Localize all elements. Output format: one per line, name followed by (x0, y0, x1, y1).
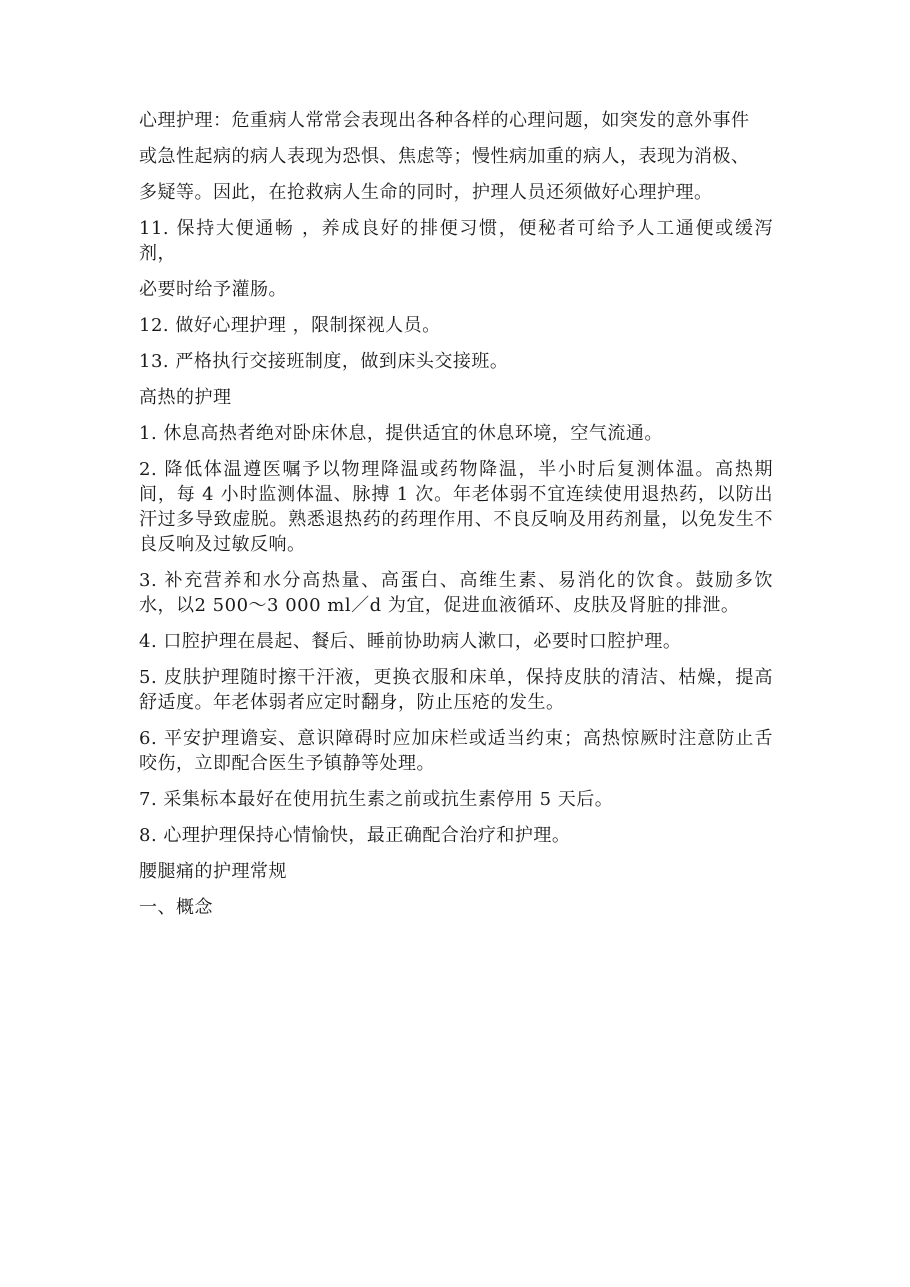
subsection-heading-concept: 一、概念 (139, 897, 213, 918)
paragraph-fever-4: 4. 口腔护理在晨起、餐后、睡前协助病人漱口，必要时口腔护理。 (139, 631, 682, 652)
paragraph-item-12: 12. 做好心理护理 ，限制探视人员。 (139, 315, 441, 336)
paragraph-fever-7: 7. 采集标本最好在使用抗生素之前或抗生素停用 5 天后。 (139, 789, 614, 810)
paragraph-fever-2: 2. 降低体温遵医嘱予以物理降温或药物降温，半小时后复测体温。高热期间，每 4 小时监测体温、脉搏 1 次。年老体弱不宜连续使用退热药，以防出汗过多导致虚脱。熟悉退热药的药理作用、不良反响及用药剂量，以免发生不良反响及过敏反响。 (139, 459, 773, 555)
paragraph-item-11: 11. 保持大便通畅 ，养成良好的排便习惯，便秘者可给予人工通便或缓泻剂， (139, 218, 773, 264)
paragraph-fever-3: 3. 补充营养和水分高热量、高蛋白、高维生素、易消化的饮食。鼓励多饮水，以2 500～3 000 ml／d 为宜，促进血液循环、皮肤及肾脏的排泄。 (139, 570, 773, 616)
paragraph-item-11-cont: 必要时给予灌肠。 (139, 279, 287, 300)
section-heading-back-leg-pain: 腰腿痛的护理常规 (139, 861, 287, 882)
paragraph-psych-care-1: 心理护理：危重病人常常会表现出各种各样的心理问题，如突发的意外事件 (139, 110, 750, 131)
paragraph-fever-6: 6. 平安护理谵妄、意识障碍时应加床栏或适当约束；高热惊厥时注意防止舌咬伤，立即配合医生予镇静等处理。 (139, 728, 773, 774)
document-body (139, 108, 773, 931)
paragraph-fever-1: 1. 休息高热者绝对卧床休息，提供适宜的休息环境，空气流通。 (139, 423, 663, 444)
section-heading-fever-care: 高热的护理 (139, 387, 232, 408)
paragraph-psych-care-3: 多疑等。因此，在抢救病人生命的同时，护理人员还须做好心理护理。 (139, 182, 713, 203)
paragraph-psych-care-2: 或急性起病的病人表现为恐惧、焦虑等；慢性病加重的病人，表现为消极、 (139, 146, 750, 167)
paragraph-item-13: 13. 严格执行交接班制度，做到床头交接班。 (139, 351, 509, 372)
paragraph-fever-8: 8. 心理护理保持心情愉快，最正确配合治疗和护理。 (139, 825, 571, 846)
paragraph-fever-5: 5. 皮肤护理随时擦干汗液，更换衣服和床单，保持皮肤的清洁、枯燥，提高舒适度。年老体弱者应定时翻身，防止压疮的发生。 (139, 667, 773, 713)
